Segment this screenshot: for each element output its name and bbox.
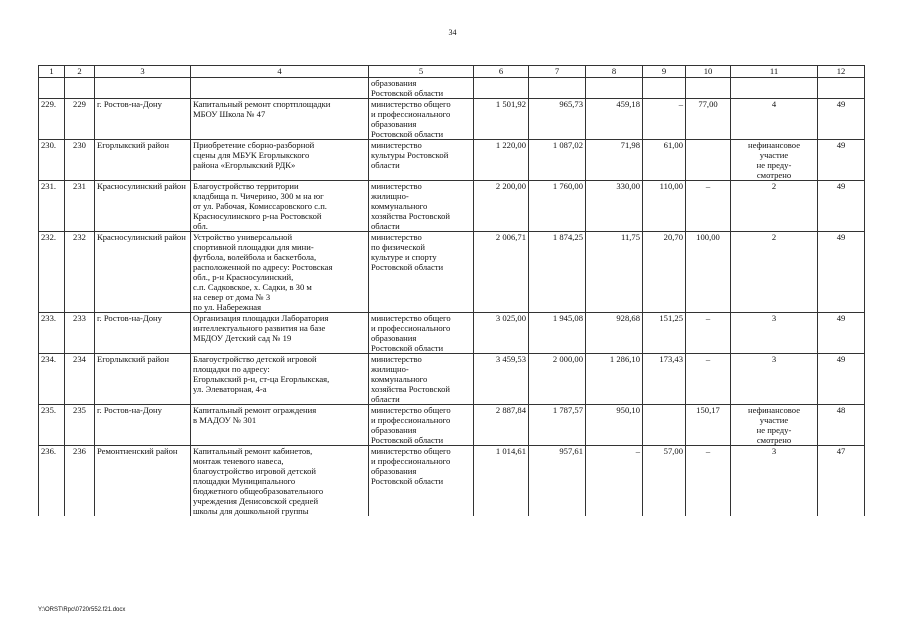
- value-col7-cell: 1 760,00: [529, 181, 586, 232]
- ministry-cell-line: хозяйства Ростовской: [371, 384, 450, 394]
- participation-cell: [731, 140, 818, 181]
- value-col10-cell: –: [686, 446, 731, 517]
- ministry-cell-line: министерство: [371, 181, 422, 191]
- value-col8-cell: 330,00: [586, 181, 643, 232]
- col-header-3: 3: [95, 66, 191, 78]
- continuation-row: [39, 78, 865, 99]
- ministry-cell-line: культуры Ростовской: [371, 150, 449, 160]
- value-col7-cell: 2 000,00: [529, 354, 586, 405]
- ministry-cell-line: образования: [371, 119, 417, 129]
- ministry-cell-line: жилищно-: [371, 364, 409, 374]
- value-col8-cell: 459,18: [586, 99, 643, 140]
- ministry-cell-line: коммунального: [371, 374, 428, 384]
- district-cell: Ремонтненский район: [95, 446, 191, 517]
- value-col6-cell: 1 220,00: [474, 140, 529, 181]
- continuation-line: образования: [371, 78, 417, 88]
- value-col7-cell: 965,73: [529, 99, 586, 140]
- value-col6-cell: 1 014,61: [474, 446, 529, 517]
- row-index-cell: 236.: [39, 446, 65, 517]
- score-cell: 49: [818, 354, 865, 405]
- participation-cell-line: смотрено: [756, 435, 792, 445]
- value-col8-cell: 1 286,10: [586, 354, 643, 405]
- ministry-cell-line: министерство: [371, 140, 422, 150]
- project-name-cell-line: Благоустройство территории: [193, 181, 299, 191]
- ministry-cell-line: министерство общего: [371, 405, 451, 415]
- ministry-cell-line: хозяйства Ростовской: [371, 211, 450, 221]
- ministry-cell-line: и профессионального: [371, 415, 451, 425]
- project-name-cell-line: сцены для МБУК Егорлыкского: [193, 150, 310, 160]
- project-name-cell-line: монтаж теневого навеса,: [193, 456, 284, 466]
- row-number-cell: 230: [65, 140, 95, 181]
- ministry-cell: [369, 446, 474, 517]
- project-name-cell: [191, 446, 369, 517]
- col-header-5: 5: [369, 66, 474, 78]
- participation-cell-line: участие: [759, 415, 789, 425]
- row-index-cell: 229.: [39, 99, 65, 140]
- row-index-cell: 234.: [39, 354, 65, 405]
- ministry-cell-line: Ростовской области: [371, 476, 444, 486]
- table-row: [39, 99, 865, 140]
- value-col9-cell: 110,00: [643, 181, 686, 232]
- project-name-cell-line: благоустройство игровой детской: [193, 466, 316, 476]
- value-col10-cell: [686, 140, 731, 181]
- value-col6-cell: 2 887,84: [474, 405, 529, 446]
- continuation-line: Ростовской области: [371, 88, 444, 98]
- row-index-cell: 235.: [39, 405, 65, 446]
- ministry-cell: [369, 140, 474, 181]
- row-number-cell: 236: [65, 446, 95, 517]
- participation-cell-line: смотрено: [756, 170, 792, 180]
- participation-cell-line: нефинансовое: [747, 140, 801, 150]
- col-header-11: 11: [731, 66, 818, 78]
- participation-cell: [731, 313, 818, 354]
- project-name-cell-line: футбола, волейбола и баскетбола,: [193, 252, 317, 262]
- value-col8-cell: 71,98: [586, 140, 643, 181]
- col-header-1: 1: [39, 66, 65, 78]
- ministry-cell-line: министерство общего: [371, 99, 451, 109]
- ministry-cell: [369, 181, 474, 232]
- district-cell: Егорлыкский район: [95, 354, 191, 405]
- value-col8-cell: 928,68: [586, 313, 643, 354]
- value-col8-cell: 950,10: [586, 405, 643, 446]
- score-cell: 49: [818, 140, 865, 181]
- ministry-cell-line: культуре и спорту: [371, 252, 437, 262]
- value-col7-cell: 1 874,25: [529, 232, 586, 313]
- ministry-cell: [369, 313, 474, 354]
- project-name-cell-line: МБДОУ Детский сад № 19: [193, 333, 292, 343]
- footer-file-path: Y:\ORST\Rpc\0720r552.f21.docx: [38, 607, 126, 613]
- participation-cell: [731, 181, 818, 232]
- row-number-cell: 234: [65, 354, 95, 405]
- score-cell: 49: [818, 99, 865, 140]
- participation-cell: [731, 405, 818, 446]
- ministry-cell-line: Ростовской области: [371, 435, 444, 445]
- row-index-cell: 233.: [39, 313, 65, 354]
- project-name-cell: [191, 140, 369, 181]
- project-name-cell-line: Благоустройство детской игровой: [193, 354, 317, 364]
- value-col9-cell: 151,25: [643, 313, 686, 354]
- ministry-cell-line: Ростовской области: [371, 129, 444, 139]
- value-col6-cell: 3 025,00: [474, 313, 529, 354]
- participation-cell: [731, 354, 818, 405]
- project-name-cell: [191, 181, 369, 232]
- project-name-cell-line: МБОУ Школа № 47: [193, 109, 266, 119]
- project-name-cell-line: площадки Муниципального: [193, 476, 296, 486]
- district-cell: г. Ростов-на-Дону: [95, 313, 191, 354]
- project-name-cell-line: Красносулинского р-на Ростовской: [193, 211, 322, 221]
- value-col10-cell: 100,00: [686, 232, 731, 313]
- continuation-ministry: [369, 78, 474, 99]
- district-cell: Красносулинский район: [95, 181, 191, 232]
- project-name-cell-line: Организация площадки Лаборатория: [193, 313, 329, 323]
- ministry-cell-line: жилищно-: [371, 191, 409, 201]
- row-index-cell: 230.: [39, 140, 65, 181]
- project-name-cell: [191, 354, 369, 405]
- project-name-cell-line: спортивной площадки для мини-: [193, 242, 314, 252]
- project-name-cell-line: в МАДОУ № 301: [193, 415, 257, 425]
- ministry-cell-line: образования: [371, 425, 417, 435]
- ministry-cell: [369, 354, 474, 405]
- value-col9-cell: 57,00: [643, 446, 686, 517]
- table-row: [39, 405, 865, 446]
- project-name-cell-line: района «Егорлыкский РДК»: [193, 160, 296, 170]
- ministry-cell: [369, 99, 474, 140]
- ministry-cell-line: образования: [371, 466, 417, 476]
- col-header-7: 7: [529, 66, 586, 78]
- col-header-6: 6: [474, 66, 529, 78]
- row-number-cell: 235: [65, 405, 95, 446]
- value-col8-cell: 11,75: [586, 232, 643, 313]
- value-col9-cell: –: [643, 99, 686, 140]
- col-header-12: 12: [818, 66, 865, 78]
- participation-cell-line: 2: [771, 232, 777, 242]
- ministry-cell: [369, 232, 474, 313]
- value-col9-cell: 173,43: [643, 354, 686, 405]
- ministry-cell-line: области: [371, 221, 400, 231]
- col-header-4: 4: [191, 66, 369, 78]
- score-cell: 48: [818, 405, 865, 446]
- table-row: [39, 140, 865, 181]
- participation-cell-line: участие: [759, 150, 789, 160]
- row-number-cell: 233: [65, 313, 95, 354]
- value-col10-cell: –: [686, 354, 731, 405]
- participation-cell-line: нефинансовое: [747, 405, 801, 415]
- value-col7-cell: 1 945,08: [529, 313, 586, 354]
- col-header-8: 8: [586, 66, 643, 78]
- ministry-cell-line: министерство общего: [371, 446, 451, 456]
- project-name-cell: [191, 405, 369, 446]
- project-name-cell: [191, 232, 369, 313]
- project-name-cell-line: обл., р-н Красносулинский,: [193, 272, 294, 282]
- value-col6-cell: 2 200,00: [474, 181, 529, 232]
- value-col6-cell: 3 459,53: [474, 354, 529, 405]
- score-cell: 47: [818, 446, 865, 517]
- ministry-cell-line: коммунального: [371, 201, 428, 211]
- value-col10-cell: 77,00: [686, 99, 731, 140]
- project-name-cell-line: на север от дома № 3: [193, 292, 271, 302]
- ministry-cell-line: Ростовской области: [371, 262, 444, 272]
- value-col9-cell: 20,70: [643, 232, 686, 313]
- ministry-cell-line: министерство: [371, 232, 422, 242]
- col-header-2: 2: [65, 66, 95, 78]
- ministry-cell-line: образования: [371, 333, 417, 343]
- project-name-cell-line: по ул. Набережная: [193, 302, 262, 312]
- ministry-cell-line: по физической: [371, 242, 426, 252]
- col-header-10: 10: [686, 66, 731, 78]
- project-name-cell-line: Капитальный ремонт кабинетов,: [193, 446, 313, 456]
- score-cell: 49: [818, 232, 865, 313]
- ministry-cell: [369, 405, 474, 446]
- value-col8-cell: –: [586, 446, 643, 517]
- page-number: 34: [448, 28, 457, 37]
- project-name-cell-line: Капитальный ремонт спортплощадки: [193, 99, 331, 109]
- ministry-cell-line: Ростовской области: [371, 343, 444, 353]
- row-number-cell: 229: [65, 99, 95, 140]
- appendix-table: [38, 65, 865, 516]
- table-row: [39, 181, 865, 232]
- project-name-cell: [191, 313, 369, 354]
- project-name-cell-line: Устройство универсальной: [193, 232, 293, 242]
- value-col9-cell: 61,00: [643, 140, 686, 181]
- district-cell: г. Ростов-на-Дону: [95, 405, 191, 446]
- participation-cell-line: 3: [771, 354, 777, 364]
- project-name-cell-line: школы для дошкольной группы: [193, 506, 309, 516]
- participation-cell-line: не преду-: [756, 425, 792, 435]
- row-number-cell: 231: [65, 181, 95, 232]
- col-header-9: 9: [643, 66, 686, 78]
- table-row: [39, 232, 865, 313]
- participation-cell-line: 3: [771, 313, 777, 323]
- project-name-cell-line: с.п. Садковское, х. Садки, в 30 м: [193, 282, 312, 292]
- ministry-cell-line: области: [371, 160, 400, 170]
- score-cell: 49: [818, 181, 865, 232]
- value-col6-cell: 2 006,71: [474, 232, 529, 313]
- value-col9-cell: [643, 405, 686, 446]
- row-index-cell: 231.: [39, 181, 65, 232]
- ministry-cell-line: и профессионального: [371, 109, 451, 119]
- row-index-cell: 232.: [39, 232, 65, 313]
- participation-cell: [731, 446, 818, 517]
- table-row: [39, 313, 865, 354]
- project-name-cell-line: расположенной по адресу: Ростовская: [193, 262, 333, 272]
- project-name-cell-line: Капитальный ремонт ограждения: [193, 405, 317, 415]
- value-col7-cell: 1 787,57: [529, 405, 586, 446]
- project-name-cell-line: кладбища п. Чичерино, 300 м на юг: [193, 191, 324, 201]
- project-name-cell-line: обл.: [193, 221, 208, 231]
- value-col7-cell: 1 087,02: [529, 140, 586, 181]
- participation-cell-line: 3: [771, 446, 777, 456]
- value-col7-cell: 957,61: [529, 446, 586, 517]
- district-cell: Красносулинский район: [95, 232, 191, 313]
- ministry-cell-line: и профессионального: [371, 456, 451, 466]
- ministry-cell-line: и профессионального: [371, 323, 451, 333]
- participation-cell: [731, 99, 818, 140]
- participation-cell-line: 4: [771, 99, 777, 109]
- district-cell: г. Ростов-на-Дону: [95, 99, 191, 140]
- ministry-cell-line: министерство общего: [371, 313, 451, 323]
- project-name-cell-line: Егорлыкский р-н, ст-ца Егорлыкская,: [193, 374, 330, 384]
- participation-cell-line: не преду-: [756, 160, 792, 170]
- row-number-cell: 232: [65, 232, 95, 313]
- value-col10-cell: –: [686, 313, 731, 354]
- score-cell: 49: [818, 313, 865, 354]
- value-col10-cell: –: [686, 181, 731, 232]
- value-col10-cell: 150,17: [686, 405, 731, 446]
- participation-cell: [731, 232, 818, 313]
- table-row: [39, 446, 865, 517]
- column-number-row: [39, 66, 865, 78]
- table-row: [39, 354, 865, 405]
- ministry-cell-line: министерство: [371, 354, 422, 364]
- participation-cell-line: 2: [771, 181, 777, 191]
- project-name-cell-line: учреждения Денисовской средней: [193, 496, 319, 506]
- project-name-cell: [191, 99, 369, 140]
- project-name-cell-line: ул. Элеваторная, 4-а: [193, 384, 267, 394]
- value-col6-cell: 1 501,92: [474, 99, 529, 140]
- project-name-cell-line: интеллектуального развития на базе: [193, 323, 326, 333]
- district-cell: Егорлыкский район: [95, 140, 191, 181]
- project-name-cell-line: площадки по адресу:: [193, 364, 270, 374]
- ministry-cell-line: области: [371, 394, 400, 404]
- project-name-cell-line: от ул. Рабочая, Комиссаровского с.п.: [193, 201, 327, 211]
- project-name-cell-line: Приобретение сборно-разборной: [193, 140, 315, 150]
- project-name-cell-line: бюджетного общеобразовательного: [193, 486, 324, 496]
